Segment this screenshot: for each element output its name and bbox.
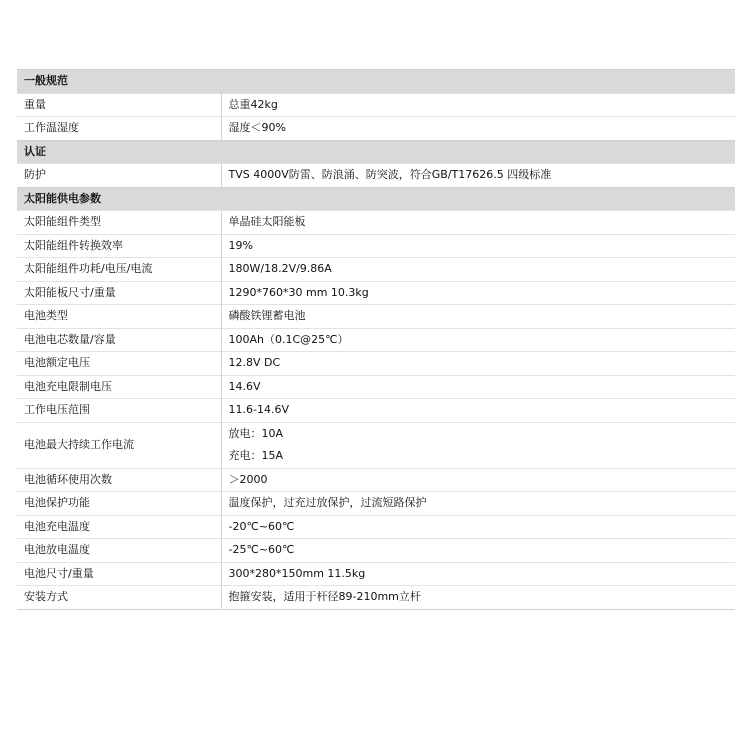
table-row <box>17 586 735 610</box>
row-value: 300*280*150mm 11.5kg <box>221 562 735 586</box>
section-title: 一般规范 <box>17 70 735 94</box>
row-label: 重量 <box>17 93 221 117</box>
row-label: 电池最大持续工作电流 <box>17 422 221 468</box>
row-value: 180W/18.2V/9.86A <box>221 258 735 282</box>
table-row <box>17 281 735 305</box>
row-label: 太阳能组件转换效率 <box>17 234 221 258</box>
row-value: TVS 4000V防雷、防浪涌、防突波，符合GB/T17626.5 四级标准 <box>221 164 735 188</box>
table-row <box>17 164 735 188</box>
row-value: 单晶硅太阳能板 <box>221 211 735 235</box>
table-row <box>17 211 735 235</box>
table-row <box>17 375 735 399</box>
table-row <box>17 328 735 352</box>
row-label: 电池类型 <box>17 305 221 329</box>
row-label: 防护 <box>17 164 221 188</box>
row-label: 工作温湿度 <box>17 117 221 141</box>
table-row <box>17 399 735 423</box>
row-label: 电池充电温度 <box>17 515 221 539</box>
section-header-general <box>17 70 735 94</box>
table-row <box>17 492 735 516</box>
row-label: 安装方式 <box>17 586 221 610</box>
table-row <box>17 539 735 563</box>
row-label: 电池充电限制电压 <box>17 375 221 399</box>
row-label: 太阳能组件功耗/电压/电流 <box>17 258 221 282</box>
row-label: 太阳能组件类型 <box>17 211 221 235</box>
row-value: 19% <box>221 234 735 258</box>
row-value: 抱箍安装，适用于杆径89-210mm立杆 <box>221 586 735 610</box>
table-row <box>17 352 735 376</box>
row-value: 湿度＜90% <box>221 117 735 141</box>
row-value: 磷酸铁锂蓄电池 <box>221 305 735 329</box>
row-value: 1290*760*30 mm 10.3kg <box>221 281 735 305</box>
row-label: 电池尺寸/重量 <box>17 562 221 586</box>
row-value: -20℃~60℃ <box>221 515 735 539</box>
table-row <box>17 234 735 258</box>
section-header-solar-power <box>17 187 735 211</box>
row-value: 100Ah（0.1C@25℃） <box>221 328 735 352</box>
section-title: 太阳能供电参数 <box>17 187 735 211</box>
section-title: 认证 <box>17 140 735 164</box>
spec-table <box>17 69 735 610</box>
table-row <box>17 515 735 539</box>
row-label: 电池保护功能 <box>17 492 221 516</box>
table-row <box>17 117 735 141</box>
row-label: 电池循环使用次数 <box>17 468 221 492</box>
row-value: -25℃~60℃ <box>221 539 735 563</box>
table-row <box>17 258 735 282</box>
row-label: 太阳能板尺寸/重量 <box>17 281 221 305</box>
row-value: 温度保护，过充过放保护，过流短路保护 <box>221 492 735 516</box>
row-value: 11.6-14.6V <box>221 399 735 423</box>
table-row <box>17 562 735 586</box>
row-value: 总重42kg <box>221 93 735 117</box>
row-value: 14.6V <box>221 375 735 399</box>
row-value: ＞2000 <box>221 468 735 492</box>
table-row <box>17 93 735 117</box>
discharge-current-value: 放电：10A <box>228 426 284 440</box>
charge-current-value: 充电：15A <box>228 449 284 462</box>
row-label: 电池电芯数量/容量 <box>17 328 221 352</box>
table-row <box>17 468 735 492</box>
row-label: 工作电压范围 <box>17 399 221 423</box>
table-row <box>17 422 735 468</box>
table-row <box>17 305 735 329</box>
row-value <box>221 422 735 468</box>
row-label: 电池额定电压 <box>17 352 221 376</box>
row-value: 12.8V DC <box>221 352 735 376</box>
row-label: 电池放电温度 <box>17 539 221 563</box>
section-header-certification <box>17 140 735 164</box>
